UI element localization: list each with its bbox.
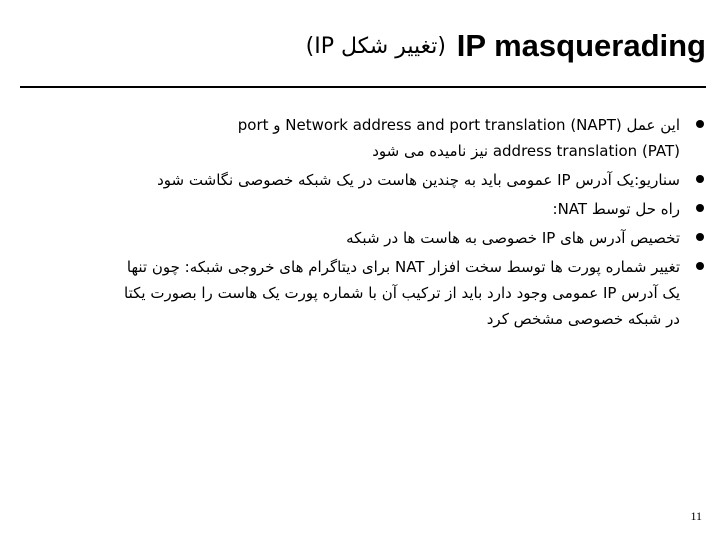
bullet-dot-icon bbox=[696, 120, 704, 128]
bullet-dot-icon bbox=[696, 233, 704, 241]
bullet-line: در شبکه خصوصی مشخص کرد bbox=[486, 310, 680, 328]
bullet-line: تغییر شماره پورت ها توسط سخت افزار NAT برای دیتاگرام های خروجی شبکه: چون تنها bbox=[126, 258, 680, 276]
bullet-item-napt bbox=[22, 112, 710, 164]
bullet-dot-icon bbox=[696, 262, 704, 270]
bullet-line: address translation (PAT) نیز نامیده می شود bbox=[372, 142, 680, 160]
bullet-item-solution bbox=[22, 196, 710, 222]
bullet-item-scenario bbox=[22, 167, 710, 193]
bullet-dot-icon bbox=[696, 204, 704, 212]
slide-title-main: IP masquerading bbox=[456, 28, 706, 63]
bullet-line: تخصیص آدرس های IP خصوصی به هاست ها در شبکه bbox=[346, 229, 680, 247]
bullet-list bbox=[22, 112, 710, 335]
slide-title-persian: (تغییر شکل IP) bbox=[305, 34, 446, 59]
bullet-item-private-ip bbox=[22, 225, 710, 251]
bullet-line: راه حل توسط NAT: bbox=[552, 200, 680, 218]
slide-title bbox=[20, 26, 706, 70]
bullet-item-port-change bbox=[22, 254, 710, 332]
bullet-line: این عمل Network address and port translation (NAPT) و port bbox=[237, 116, 680, 134]
bullet-line: سناریو:یک آدرس IP عمومی باید به چندین هاست در یک شبکه خصوصی نگاشت شود bbox=[157, 171, 680, 189]
bullet-dot-icon bbox=[696, 175, 704, 183]
bullet-line: یک آدرس IP عمومی وجود دارد باید از ترکیب آن با شماره پورت یک هاست را بصورت یکتا bbox=[124, 284, 680, 302]
title-divider bbox=[20, 86, 706, 88]
page-number: 11 bbox=[690, 509, 702, 523]
